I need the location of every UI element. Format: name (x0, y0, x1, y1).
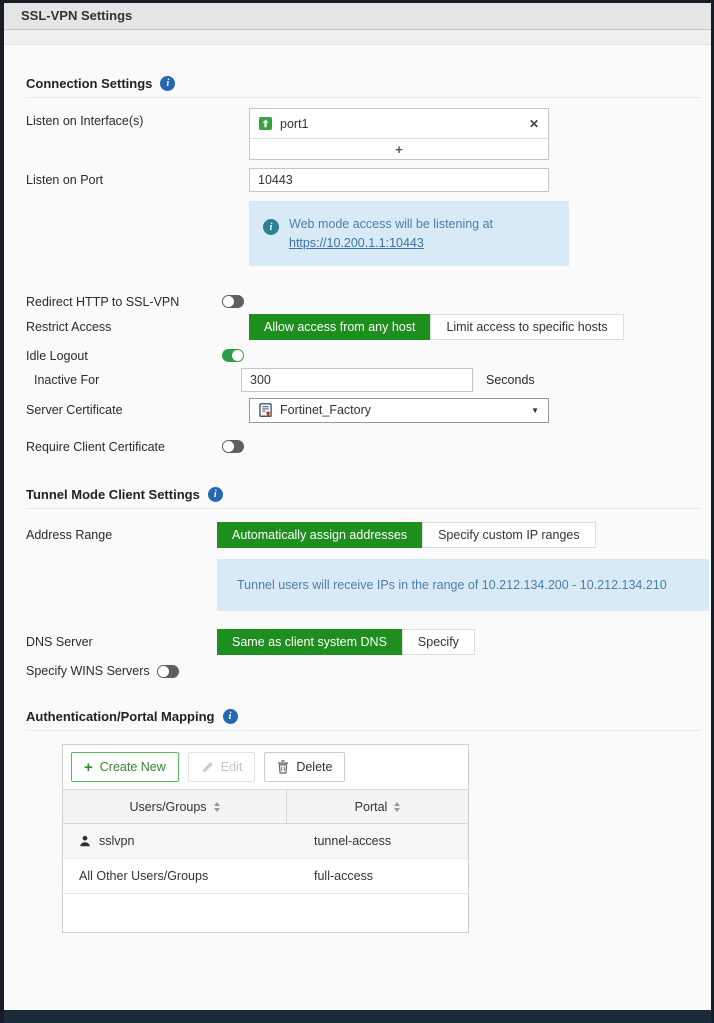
user-icon (79, 835, 91, 847)
column-header-portal[interactable]: Portal (287, 790, 468, 823)
restrict-access-segmented (249, 314, 624, 340)
certificate-icon (259, 403, 272, 418)
section-portal-mapping (26, 709, 701, 731)
row-require-client-certificate (26, 440, 711, 454)
add-interface-button[interactable]: + (250, 138, 548, 159)
settings-form (4, 76, 711, 933)
dns-server-segmented (217, 629, 475, 655)
restrict-access-option-specific-hosts[interactable]: Limit access to specific hosts (430, 314, 623, 340)
pencil-icon (201, 761, 214, 774)
notice-info-icon: i (263, 219, 279, 235)
row-wins-servers (26, 664, 711, 678)
dns-server-option-specify[interactable]: Specify (402, 629, 475, 655)
section-connection-settings (26, 76, 701, 98)
wins-servers-label: Specify WINS Servers (26, 664, 150, 679)
toggle-knob (232, 350, 243, 361)
trash-icon (277, 760, 289, 774)
tunnel-ip-range-notice (217, 559, 709, 612)
idle-logout-label: Idle Logout (26, 348, 88, 363)
row-inactive-for (26, 368, 711, 392)
interface-icon (259, 117, 272, 130)
table-empty-area (63, 894, 468, 932)
row-dns-server (26, 629, 711, 655)
address-range-option-custom[interactable]: Specify custom IP ranges (422, 522, 596, 548)
remove-interface-icon[interactable]: ✕ (528, 116, 539, 131)
server-certificate-dropdown[interactable] (249, 398, 549, 423)
toggle-knob (223, 441, 234, 452)
interface-entry[interactable] (250, 109, 548, 138)
portal-mapping-toolbar (63, 745, 468, 789)
delete-button[interactable] (264, 752, 345, 782)
row-address-range (26, 522, 711, 548)
web-mode-notice-text: Web mode access will be listening at (289, 217, 494, 231)
interface-name: port1 (280, 116, 309, 131)
wins-servers-toggle[interactable] (157, 665, 179, 678)
redirect-http-toggle[interactable] (222, 295, 244, 308)
create-new-label: Create New (99, 760, 166, 775)
section-tunnel-mode (26, 487, 701, 509)
portal-cell: full-access (314, 869, 374, 884)
chevron-down-icon: ▼ (531, 405, 539, 415)
server-certificate-value: Fortinet_Factory (280, 403, 372, 417)
column-header-users-groups[interactable]: Users/Groups (63, 790, 287, 823)
address-range-label: Address Range (26, 527, 113, 542)
delete-label: Delete (296, 760, 333, 775)
listen-interfaces-label: Listen on Interface(s) (26, 114, 144, 128)
row-redirect-http (26, 295, 711, 309)
web-mode-url-link[interactable]: https://10.200.1.1:10443 (289, 235, 424, 250)
listen-port-input[interactable] (249, 168, 549, 192)
section-portal-mapping-title: Authentication/Portal Mapping (26, 709, 215, 725)
plus-icon: + (84, 758, 93, 776)
portal-mapping-table (62, 744, 469, 933)
require-client-certificate-label: Require Client Certificate (26, 439, 165, 454)
row-server-certificate (26, 398, 711, 423)
address-range-option-auto[interactable]: Automatically assign addresses (217, 522, 422, 548)
info-icon[interactable]: i (160, 76, 175, 91)
portal-cell: tunnel-access (314, 834, 392, 849)
info-icon[interactable]: i (208, 487, 223, 502)
create-new-button[interactable] (71, 752, 179, 782)
restrict-access-label: Restrict Access (26, 319, 112, 334)
section-connection-title: Connection Settings (26, 76, 153, 91)
users-groups-cell: sslvpn (99, 834, 135, 849)
table-row[interactable] (63, 824, 468, 859)
restrict-access-option-any-host[interactable]: Allow access from any host (249, 314, 430, 340)
section-tunnel-title: Tunnel Mode Client Settings (26, 486, 200, 502)
row-restrict-access (26, 314, 711, 340)
row-idle-logout (26, 349, 711, 363)
web-mode-notice (249, 201, 569, 266)
redirect-http-label: Redirect HTTP to SSL-VPN (26, 294, 180, 309)
bottom-bar (4, 1010, 711, 1023)
toggle-knob (158, 666, 169, 677)
sort-icon[interactable] (394, 802, 400, 812)
dns-server-option-same[interactable]: Same as client system DNS (217, 629, 402, 655)
tunnel-ip-range-text: Tunnel users will receive IPs in the range of 10.212.134.200 - 10.212.134.210 (237, 577, 667, 592)
row-listen-port (26, 168, 711, 192)
server-certificate-label: Server Certificate (26, 403, 123, 417)
header-divider (4, 30, 711, 45)
inactive-for-label: Inactive For (34, 372, 100, 387)
idle-logout-toggle[interactable] (222, 349, 244, 362)
table-header-row (63, 789, 468, 824)
info-icon[interactable]: i (223, 709, 238, 724)
row-listen-interfaces (26, 108, 711, 160)
require-client-certificate-toggle[interactable] (222, 440, 244, 453)
listen-port-label: Listen on Port (26, 173, 104, 187)
edit-label: Edit (220, 760, 243, 775)
inactive-for-input[interactable] (241, 368, 473, 392)
dns-server-label: DNS Server (26, 635, 93, 650)
page-title: SSL-VPN Settings (4, 3, 711, 30)
edit-button[interactable] (188, 752, 256, 782)
address-range-segmented (217, 522, 596, 548)
table-row[interactable] (63, 859, 468, 894)
sort-icon[interactable] (214, 802, 220, 812)
toggle-knob (223, 296, 234, 307)
users-groups-cell: All Other Users/Groups (79, 869, 209, 884)
interface-selector[interactable] (249, 108, 549, 160)
inactive-for-unit: Seconds (486, 372, 535, 387)
